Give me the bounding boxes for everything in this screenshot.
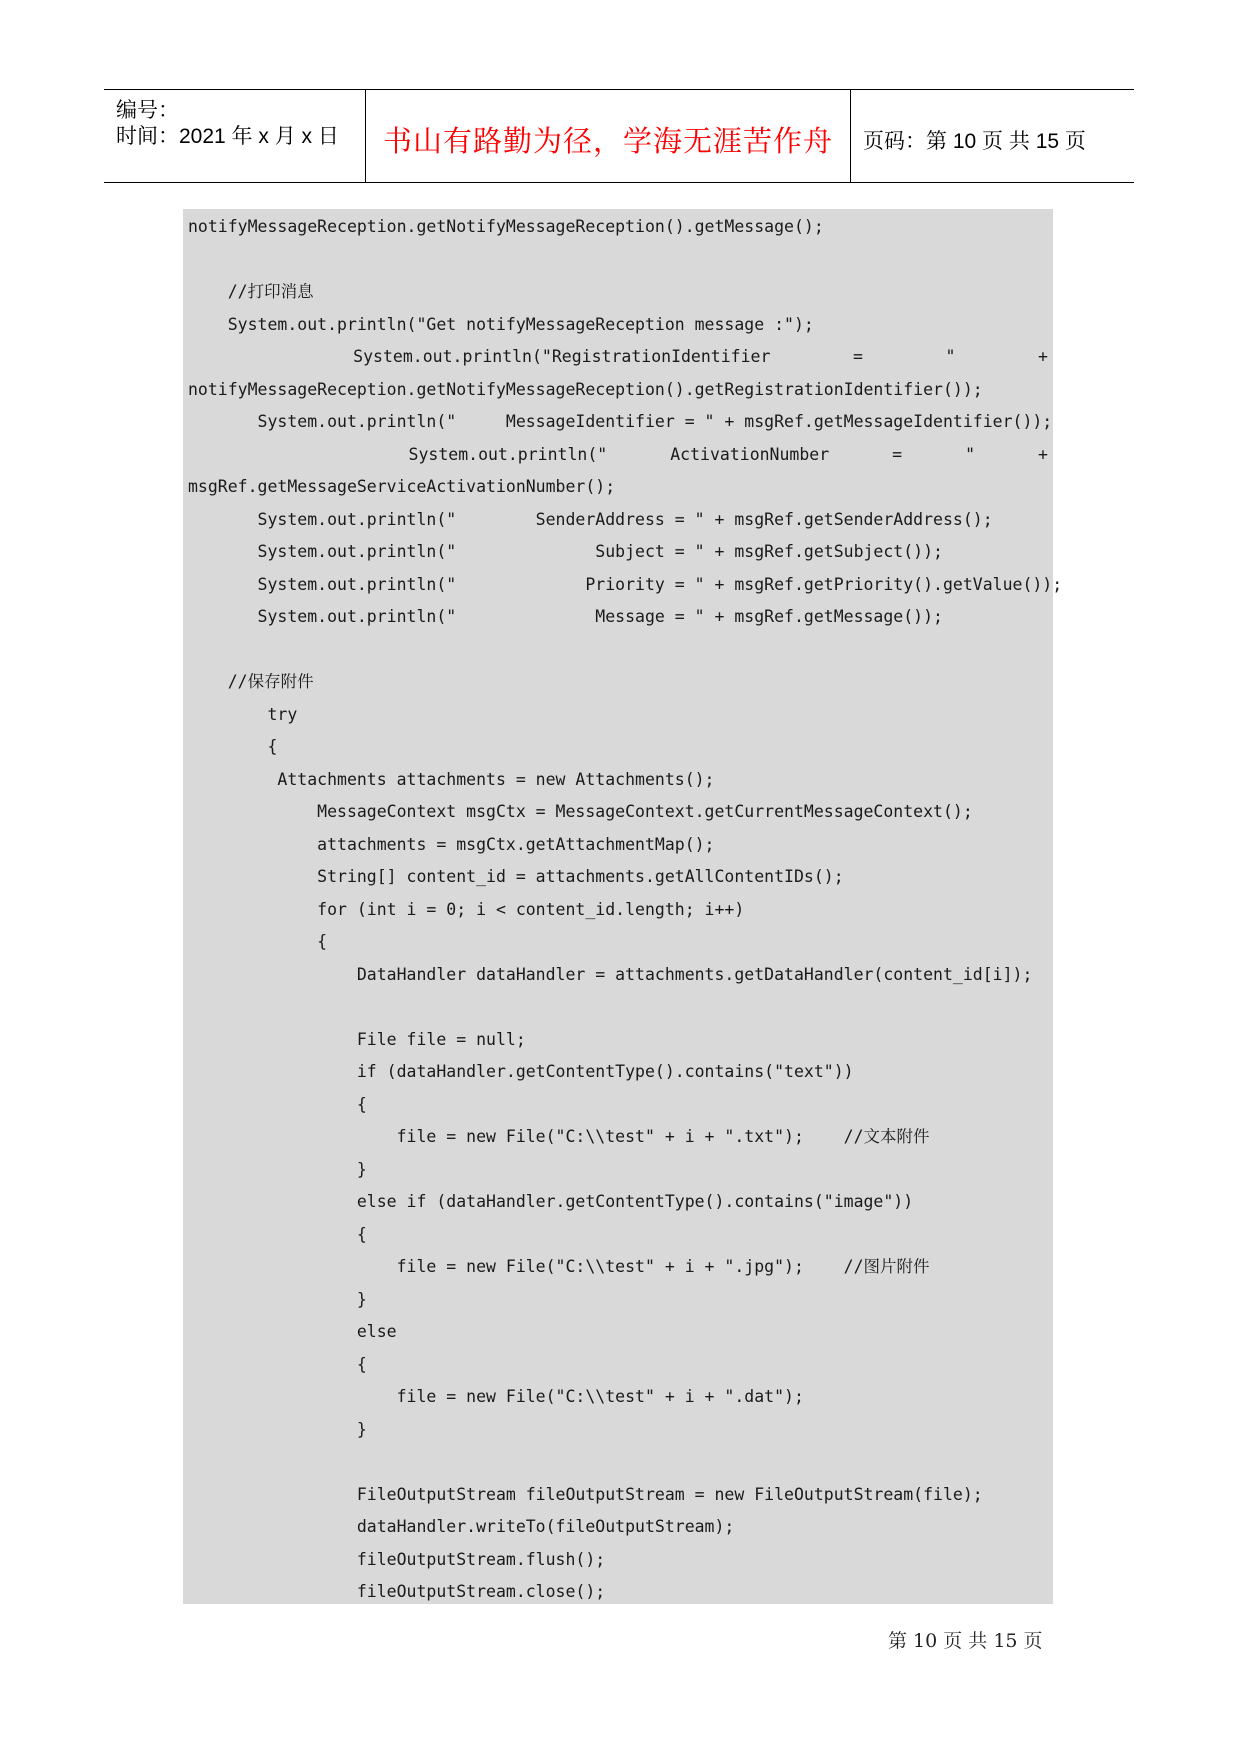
code-line: {	[188, 1354, 367, 1374]
code-line: dataHandler.writeTo(fileOutputStream);	[188, 1517, 735, 1536]
code-line: //打印消息	[188, 282, 314, 301]
code-line: attachments = msgCtx.getAttachmentMap();	[188, 834, 715, 854]
serial-number-label: 编号：	[116, 99, 179, 122]
code-line: System.out.println("Get notifyMessageReception message :");	[188, 314, 814, 334]
code-line: System.out.println(" MessageIdentifier = " + msgRef.getMessageIdentifier());	[188, 412, 1053, 431]
code-line: DataHandler dataHandler = attachments.getDataHandler(content_id[i]);	[188, 964, 1033, 984]
code-line: System.out.println(" Priority = " + msgRef.getPriority().getValue());	[188, 574, 1063, 594]
code-line: //保存附件	[188, 672, 314, 691]
code-line: {	[188, 737, 278, 756]
document-header	[104, 89, 1134, 183]
code-line: notifyMessageReception.getNotifyMessageReception().getMessage();	[188, 217, 824, 236]
code-block	[183, 209, 1063, 1604]
code-line: fileOutputStream.close();	[188, 1582, 606, 1601]
code-line: }	[188, 1159, 367, 1179]
code-line: file = new File("C:\\test" + i + ".jpg"); //图片附件	[188, 1257, 930, 1276]
code-line: System.out.println(" Subject = " + msgRef.getSubject());	[188, 542, 943, 561]
page-footer: 第 10 页 共 15 页	[888, 1630, 1043, 1652]
code-line: for (int i = 0; i < content_id.length; i++)	[188, 899, 745, 919]
code-line: }	[188, 1419, 367, 1439]
code-line: {	[188, 1224, 367, 1244]
page-code-text: 页码：第 10 页 共 15 页	[863, 130, 1086, 153]
code-line: System.out.println("RegistrationIdentifier = " +	[188, 347, 1048, 366]
code-line: MessageContext msgCtx = MessageContext.getCurrentMessageContext();	[188, 802, 973, 821]
code-line: System.out.println(" ActivationNumber = " +	[188, 444, 1048, 464]
date-text: 时间：2021 年 x 月 x 日	[116, 125, 339, 148]
code-line: notifyMessageReception.getNotifyMessageReception().getRegistrationIdentifier());	[188, 379, 983, 399]
code-line: System.out.println(" SenderAddress = " + msgRef.getSenderAddress();	[188, 509, 993, 529]
code-line: msgRef.getMessageServiceActivationNumber();	[188, 477, 616, 496]
header-page-cell	[851, 90, 1134, 182]
header-info-cell	[104, 90, 364, 182]
code-line: file = new File("C:\\test" + i + ".txt"); //文本附件	[188, 1127, 930, 1146]
code-line: fileOutputStream.flush();	[188, 1549, 606, 1569]
code-line: {	[188, 1094, 367, 1114]
code-line: {	[188, 932, 328, 951]
code-line: String[] content_id = attachments.getAllContentIDs();	[188, 867, 844, 886]
code-line: file = new File("C:\\test" + i + ".dat");	[188, 1387, 804, 1406]
code-line: }	[188, 1289, 367, 1309]
code-line: System.out.println(" Message = " + msgRef.getMessage());	[188, 607, 943, 626]
motto-text: 书山有路勤为径，学海无涯苦作舟	[382, 124, 833, 158]
code-line: if (dataHandler.getContentType().contains("text"))	[188, 1062, 854, 1081]
header-motto-cell	[365, 90, 851, 182]
code-line: File file = null;	[188, 1029, 526, 1049]
code-line: FileOutputStream fileOutputStream = new FileOutputStream(file);	[188, 1484, 983, 1504]
code-line: try	[188, 704, 298, 724]
code-line: else if (dataHandler.getContentType().contains("image"))	[188, 1192, 914, 1211]
code-line: else	[188, 1322, 397, 1341]
code-line: Attachments attachments = new Attachments();	[188, 769, 715, 789]
